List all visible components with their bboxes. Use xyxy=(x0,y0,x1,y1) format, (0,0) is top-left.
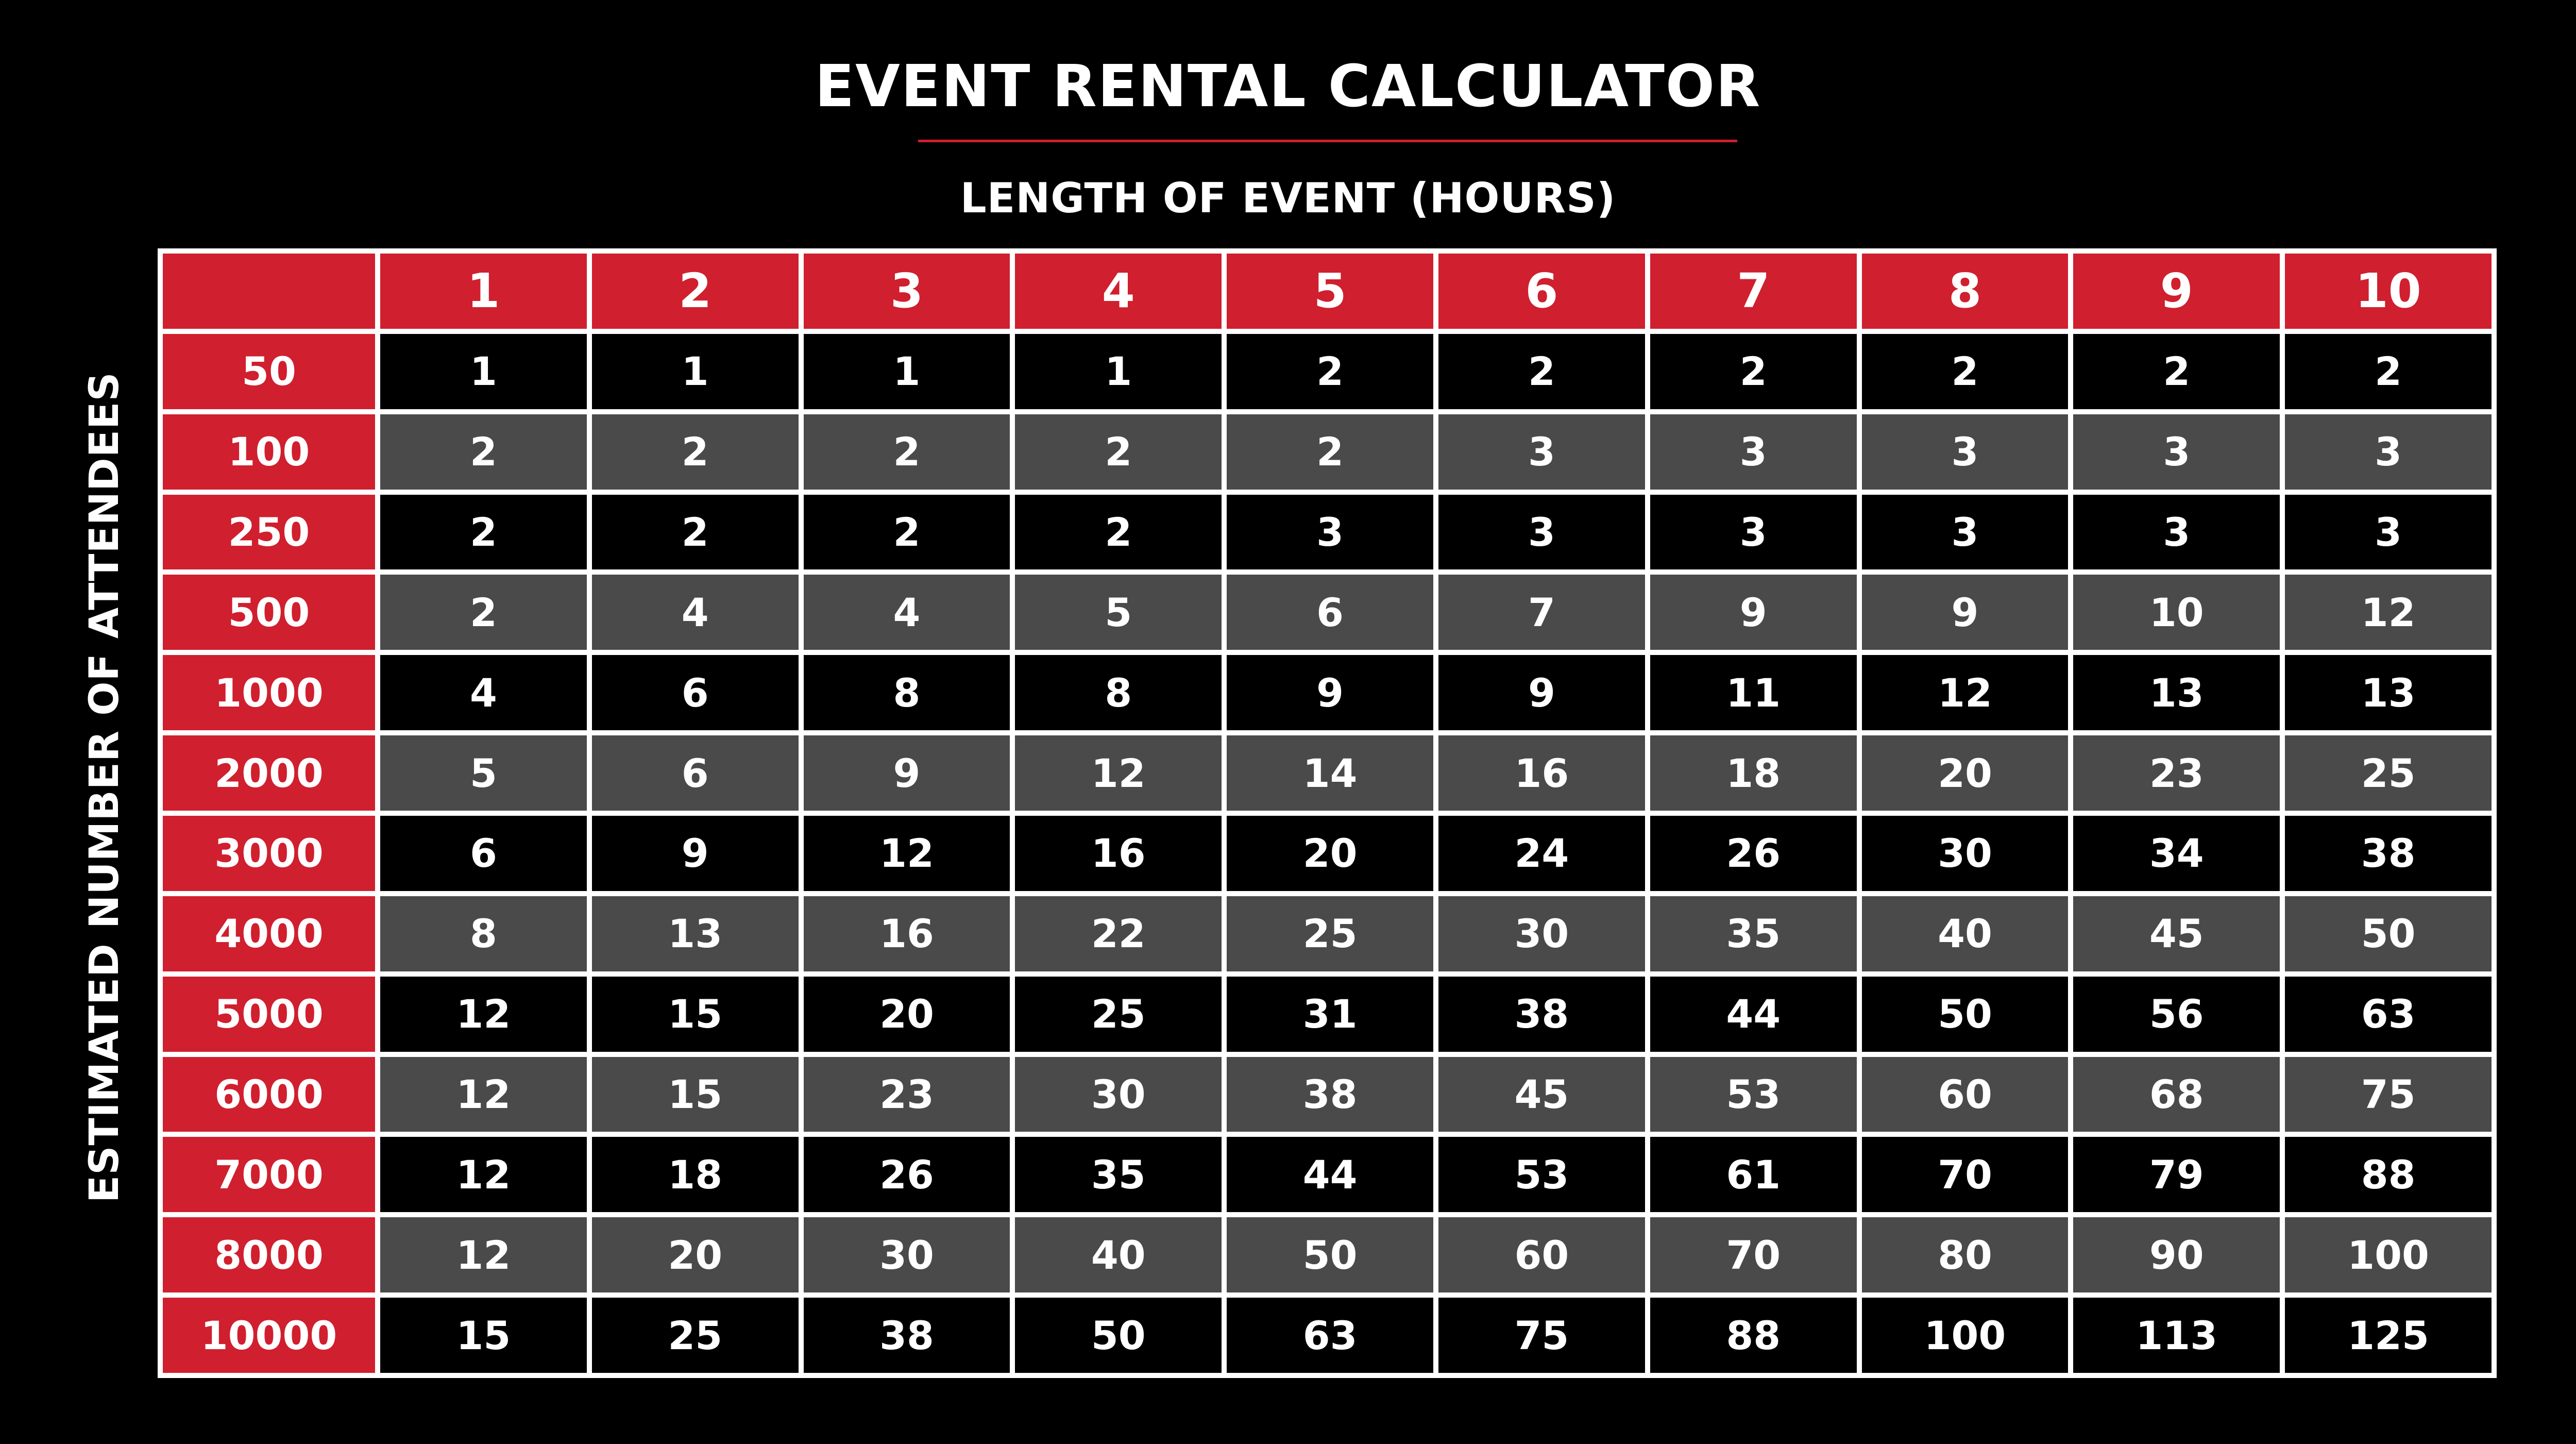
table-cell-8000-attendees-8-hours: 80 xyxy=(1862,1217,2069,1292)
table-cell-50-attendees-6-hours: 2 xyxy=(1438,334,1645,409)
table-cell-7000-attendees-6-hours: 53 xyxy=(1438,1137,1645,1212)
table-cell-5000-attendees-2-hours: 15 xyxy=(592,977,799,1052)
table-cell-7000-attendees-5-hours: 44 xyxy=(1227,1137,1433,1212)
row-header-attendees-3000: 3000 xyxy=(163,816,375,891)
table-cell-500-attendees-2-hours: 4 xyxy=(592,575,799,650)
table-cell-8000-attendees-9-hours: 90 xyxy=(2073,1217,2280,1292)
x-axis-label: LENGTH OF EVENT (HOURS) xyxy=(960,174,1616,222)
table-cell-50-attendees-4-hours: 1 xyxy=(1015,334,1222,409)
table-cell-250-attendees-1-hours: 2 xyxy=(380,495,587,570)
table-cell-250-attendees-7-hours: 3 xyxy=(1650,495,1857,570)
table-cell-500-attendees-9-hours: 10 xyxy=(2073,575,2280,650)
title-underline xyxy=(918,140,1737,142)
table-cell-250-attendees-5-hours: 3 xyxy=(1227,495,1433,570)
table-cell-2000-attendees-2-hours: 6 xyxy=(592,735,799,811)
table-cell-6000-attendees-3-hours: 23 xyxy=(804,1057,1010,1132)
table-cell-2000-attendees-9-hours: 23 xyxy=(2073,735,2280,811)
table-cell-50-attendees-8-hours: 2 xyxy=(1862,334,2069,409)
table-cell-10000-attendees-9-hours: 113 xyxy=(2073,1298,2280,1373)
row-header-attendees-500: 500 xyxy=(163,575,375,650)
table-cell-50-attendees-9-hours: 2 xyxy=(2073,334,2280,409)
table-cell-1000-attendees-6-hours: 9 xyxy=(1438,655,1645,730)
table-cell-7000-attendees-8-hours: 70 xyxy=(1862,1137,2069,1212)
column-header-hours-4: 4 xyxy=(1015,254,1222,329)
table-cell-3000-attendees-9-hours: 34 xyxy=(2073,816,2280,891)
table-cell-10000-attendees-10-hours: 125 xyxy=(2285,1298,2492,1373)
column-header-hours-9: 9 xyxy=(2073,254,2280,329)
table-cell-5000-attendees-5-hours: 31 xyxy=(1227,977,1433,1052)
table-cell-7000-attendees-3-hours: 26 xyxy=(804,1137,1010,1212)
table-cell-3000-attendees-10-hours: 38 xyxy=(2285,816,2492,891)
table-cell-6000-attendees-6-hours: 45 xyxy=(1438,1057,1645,1132)
table-cell-1000-attendees-9-hours: 13 xyxy=(2073,655,2280,730)
table-cell-100-attendees-6-hours: 3 xyxy=(1438,414,1645,490)
table-cell-50-attendees-5-hours: 2 xyxy=(1227,334,1433,409)
row-header-attendees-4000: 4000 xyxy=(163,896,375,971)
table-cell-3000-attendees-2-hours: 9 xyxy=(592,816,799,891)
table-cell-6000-attendees-4-hours: 30 xyxy=(1015,1057,1222,1132)
table-cell-6000-attendees-1-hours: 12 xyxy=(380,1057,587,1132)
table-cell-250-attendees-2-hours: 2 xyxy=(592,495,799,570)
table-cell-3000-attendees-8-hours: 30 xyxy=(1862,816,2069,891)
table-cell-6000-attendees-9-hours: 68 xyxy=(2073,1057,2280,1132)
table-cell-6000-attendees-8-hours: 60 xyxy=(1862,1057,2069,1132)
table-cell-8000-attendees-4-hours: 40 xyxy=(1015,1217,1222,1292)
table-cell-7000-attendees-9-hours: 79 xyxy=(2073,1137,2280,1212)
row-header-attendees-250: 250 xyxy=(163,495,375,570)
column-header-hours-6: 6 xyxy=(1438,254,1645,329)
column-header-hours-1: 1 xyxy=(380,254,587,329)
table-cell-6000-attendees-7-hours: 53 xyxy=(1650,1057,1857,1132)
table-cell-100-attendees-8-hours: 3 xyxy=(1862,414,2069,490)
table-cell-50-attendees-1-hours: 1 xyxy=(380,334,587,409)
row-header-attendees-10000: 10000 xyxy=(163,1298,375,1373)
table-cell-1000-attendees-3-hours: 8 xyxy=(804,655,1010,730)
table-cell-2000-attendees-10-hours: 25 xyxy=(2285,735,2492,811)
table-cell-2000-attendees-1-hours: 5 xyxy=(380,735,587,811)
table-cell-250-attendees-8-hours: 3 xyxy=(1862,495,2069,570)
table-cell-500-attendees-1-hours: 2 xyxy=(380,575,587,650)
table-cell-1000-attendees-8-hours: 12 xyxy=(1862,655,2069,730)
table-cell-5000-attendees-1-hours: 12 xyxy=(380,977,587,1052)
column-header-hours-5: 5 xyxy=(1227,254,1433,329)
table-cell-2000-attendees-4-hours: 12 xyxy=(1015,735,1222,811)
row-header-attendees-100: 100 xyxy=(163,414,375,490)
table-cell-7000-attendees-2-hours: 18 xyxy=(592,1137,799,1212)
row-header-attendees-1000: 1000 xyxy=(163,655,375,730)
rental-table xyxy=(158,248,2497,1378)
table-cell-3000-attendees-3-hours: 12 xyxy=(804,816,1010,891)
table-cell-1000-attendees-4-hours: 8 xyxy=(1015,655,1222,730)
table-cell-3000-attendees-5-hours: 20 xyxy=(1227,816,1433,891)
table-cell-2000-attendees-7-hours: 18 xyxy=(1650,735,1857,811)
table-cell-100-attendees-7-hours: 3 xyxy=(1650,414,1857,490)
table-cell-10000-attendees-1-hours: 15 xyxy=(380,1298,587,1373)
table-cell-3000-attendees-1-hours: 6 xyxy=(380,816,587,891)
row-header-attendees-2000: 2000 xyxy=(163,735,375,811)
table-cell-5000-attendees-3-hours: 20 xyxy=(804,977,1010,1052)
row-header-attendees-5000: 5000 xyxy=(163,977,375,1052)
table-cell-8000-attendees-10-hours: 100 xyxy=(2285,1217,2492,1292)
table-cell-1000-attendees-1-hours: 4 xyxy=(380,655,587,730)
table-cell-100-attendees-9-hours: 3 xyxy=(2073,414,2280,490)
table-cell-2000-attendees-3-hours: 9 xyxy=(804,735,1010,811)
table-cell-500-attendees-3-hours: 4 xyxy=(804,575,1010,650)
y-axis-label: ESTIMATED NUMBER OF ATTENDEES xyxy=(81,372,128,1203)
table-cell-3000-attendees-7-hours: 26 xyxy=(1650,816,1857,891)
table-cell-8000-attendees-1-hours: 12 xyxy=(380,1217,587,1292)
table-cell-8000-attendees-6-hours: 60 xyxy=(1438,1217,1645,1292)
table-cell-50-attendees-7-hours: 2 xyxy=(1650,334,1857,409)
table-cell-10000-attendees-6-hours: 75 xyxy=(1438,1298,1645,1373)
table-cell-1000-attendees-7-hours: 11 xyxy=(1650,655,1857,730)
table-cell-8000-attendees-3-hours: 30 xyxy=(804,1217,1010,1292)
table-cell-8000-attendees-2-hours: 20 xyxy=(592,1217,799,1292)
table-cell-10000-attendees-7-hours: 88 xyxy=(1650,1298,1857,1373)
column-header-hours-3: 3 xyxy=(804,254,1010,329)
table-cell-1000-attendees-10-hours: 13 xyxy=(2285,655,2492,730)
table-cell-100-attendees-4-hours: 2 xyxy=(1015,414,1222,490)
table-cell-1000-attendees-2-hours: 6 xyxy=(592,655,799,730)
column-header-hours-8: 8 xyxy=(1862,254,2069,329)
table-cell-6000-attendees-10-hours: 75 xyxy=(2285,1057,2492,1132)
table-cell-2000-attendees-5-hours: 14 xyxy=(1227,735,1433,811)
table-cell-6000-attendees-5-hours: 38 xyxy=(1227,1057,1433,1132)
table-cell-4000-attendees-2-hours: 13 xyxy=(592,896,799,971)
table-cell-4000-attendees-8-hours: 40 xyxy=(1862,896,2069,971)
table-cell-4000-attendees-4-hours: 22 xyxy=(1015,896,1222,971)
column-header-hours-7: 7 xyxy=(1650,254,1857,329)
table-cell-50-attendees-10-hours: 2 xyxy=(2285,334,2492,409)
row-header-attendees-8000: 8000 xyxy=(163,1217,375,1292)
table-cell-4000-attendees-6-hours: 30 xyxy=(1438,896,1645,971)
table-cell-3000-attendees-4-hours: 16 xyxy=(1015,816,1222,891)
table-cell-250-attendees-10-hours: 3 xyxy=(2285,495,2492,570)
table-cell-100-attendees-5-hours: 2 xyxy=(1227,414,1433,490)
table-cell-5000-attendees-7-hours: 44 xyxy=(1650,977,1857,1052)
table-cell-500-attendees-6-hours: 7 xyxy=(1438,575,1645,650)
table-cell-7000-attendees-1-hours: 12 xyxy=(380,1137,587,1212)
table-cell-500-attendees-7-hours: 9 xyxy=(1650,575,1857,650)
table-cell-7000-attendees-7-hours: 61 xyxy=(1650,1137,1857,1212)
table-cell-10000-attendees-4-hours: 50 xyxy=(1015,1298,1222,1373)
table-cell-2000-attendees-8-hours: 20 xyxy=(1862,735,2069,811)
table-cell-250-attendees-6-hours: 3 xyxy=(1438,495,1645,570)
table-cell-4000-attendees-5-hours: 25 xyxy=(1227,896,1433,971)
table-cell-100-attendees-3-hours: 2 xyxy=(804,414,1010,490)
table-cell-4000-attendees-7-hours: 35 xyxy=(1650,896,1857,971)
row-header-attendees-50: 50 xyxy=(163,334,375,409)
row-header-attendees-6000: 6000 xyxy=(163,1057,375,1132)
table-cell-5000-attendees-4-hours: 25 xyxy=(1015,977,1222,1052)
table-cell-250-attendees-3-hours: 2 xyxy=(804,495,1010,570)
table-cell-10000-attendees-2-hours: 25 xyxy=(592,1298,799,1373)
table-cell-5000-attendees-6-hours: 38 xyxy=(1438,977,1645,1052)
table-cell-100-attendees-2-hours: 2 xyxy=(592,414,799,490)
table-cell-100-attendees-10-hours: 3 xyxy=(2285,414,2492,490)
table-cell-5000-attendees-8-hours: 50 xyxy=(1862,977,2069,1052)
table-cell-100-attendees-1-hours: 2 xyxy=(380,414,587,490)
table-cell-10000-attendees-3-hours: 38 xyxy=(804,1298,1010,1373)
table-cell-8000-attendees-5-hours: 50 xyxy=(1227,1217,1433,1292)
table-cell-500-attendees-5-hours: 6 xyxy=(1227,575,1433,650)
table-cell-6000-attendees-2-hours: 15 xyxy=(592,1057,799,1132)
table-cell-4000-attendees-1-hours: 8 xyxy=(380,896,587,971)
table-cell-3000-attendees-6-hours: 24 xyxy=(1438,816,1645,891)
table-corner-cell xyxy=(163,254,375,329)
row-header-attendees-7000: 7000 xyxy=(163,1137,375,1212)
table-cell-5000-attendees-9-hours: 56 xyxy=(2073,977,2280,1052)
table-cell-8000-attendees-7-hours: 70 xyxy=(1650,1217,1857,1292)
table-cell-10000-attendees-5-hours: 63 xyxy=(1227,1298,1433,1373)
table-cell-4000-attendees-9-hours: 45 xyxy=(2073,896,2280,971)
table-cell-500-attendees-4-hours: 5 xyxy=(1015,575,1222,650)
table-cell-1000-attendees-5-hours: 9 xyxy=(1227,655,1433,730)
table-cell-50-attendees-3-hours: 1 xyxy=(804,334,1010,409)
column-header-hours-10: 10 xyxy=(2285,254,2492,329)
table-cell-5000-attendees-10-hours: 63 xyxy=(2285,977,2492,1052)
table-cell-250-attendees-4-hours: 2 xyxy=(1015,495,1222,570)
table-cell-4000-attendees-10-hours: 50 xyxy=(2285,896,2492,971)
table-cell-50-attendees-2-hours: 1 xyxy=(592,334,799,409)
table-cell-7000-attendees-10-hours: 88 xyxy=(2285,1137,2492,1212)
table-cell-2000-attendees-6-hours: 16 xyxy=(1438,735,1645,811)
column-header-hours-2: 2 xyxy=(592,254,799,329)
table-cell-250-attendees-9-hours: 3 xyxy=(2073,495,2280,570)
table-cell-4000-attendees-3-hours: 16 xyxy=(804,896,1010,971)
table-cell-7000-attendees-4-hours: 35 xyxy=(1015,1137,1222,1212)
chart-title: EVENT RENTAL CALCULATOR xyxy=(815,53,1761,120)
table-cell-10000-attendees-8-hours: 100 xyxy=(1862,1298,2069,1373)
table-cell-500-attendees-8-hours: 9 xyxy=(1862,575,2069,650)
table-cell-500-attendees-10-hours: 12 xyxy=(2285,575,2492,650)
